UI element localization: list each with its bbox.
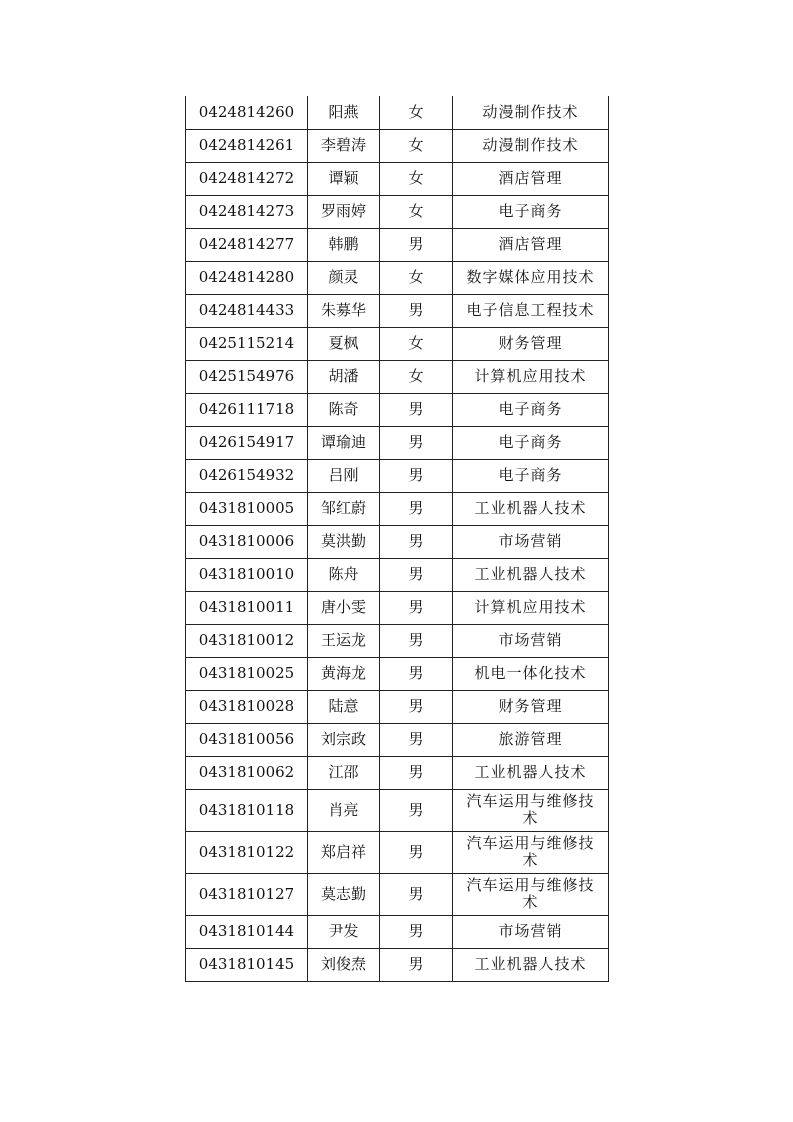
table-row xyxy=(186,162,609,195)
student-major-cell xyxy=(453,492,609,525)
student-major-text: 电子信息工程技术 xyxy=(466,301,595,319)
student-id-cell: 0426154917 xyxy=(186,426,308,459)
student-major-text: 工业机器人技术 xyxy=(474,763,587,781)
student-gender-cell: 女 xyxy=(380,360,453,393)
student-name-cell: 韩鹏 xyxy=(308,228,380,261)
student-major-cell xyxy=(453,294,609,327)
student-major-cell xyxy=(453,525,609,558)
student-id-cell: 0431810144 xyxy=(186,915,308,948)
table-row xyxy=(186,915,609,948)
student-gender-cell: 男 xyxy=(380,558,453,591)
table-row xyxy=(186,558,609,591)
table-row xyxy=(186,591,609,624)
student-major-cell xyxy=(453,657,609,690)
student-major-text: 市场营销 xyxy=(498,922,563,940)
student-name-cell: 谭瑜迪 xyxy=(308,426,380,459)
student-roster-body xyxy=(186,96,609,981)
student-name-cell: 刘宗政 xyxy=(308,723,380,756)
student-major-text: 电子商务 xyxy=(498,400,563,418)
student-name-cell: 陆意 xyxy=(308,690,380,723)
student-major-text: 计算机应用技术 xyxy=(474,367,587,385)
student-id-cell: 0431810028 xyxy=(186,690,308,723)
student-gender-cell: 女 xyxy=(380,162,453,195)
student-major-text: 计算机应用技术 xyxy=(474,598,587,616)
student-gender-cell: 男 xyxy=(380,657,453,690)
student-name-cell: 莫洪勤 xyxy=(308,525,380,558)
student-id-cell: 0424814260 xyxy=(186,96,308,129)
student-id-cell: 0425115214 xyxy=(186,327,308,360)
student-major-cell xyxy=(453,756,609,789)
student-gender-cell: 男 xyxy=(380,492,453,525)
table-row xyxy=(186,723,609,756)
student-major-cell xyxy=(453,789,609,831)
table-row xyxy=(186,261,609,294)
table-row xyxy=(186,525,609,558)
student-name-cell: 郑启祥 xyxy=(308,831,380,873)
student-name-cell: 陈舟 xyxy=(308,558,380,591)
table-row xyxy=(186,789,609,831)
student-major-text: 汽车运用与维修技术 xyxy=(466,876,595,911)
table-row xyxy=(186,129,609,162)
student-gender-cell: 男 xyxy=(380,723,453,756)
student-gender-cell: 男 xyxy=(380,393,453,426)
student-name-cell: 陈奇 xyxy=(308,393,380,426)
student-major-text: 工业机器人技术 xyxy=(474,499,587,517)
student-major-cell xyxy=(453,591,609,624)
student-name-cell: 颜灵 xyxy=(308,261,380,294)
student-gender-cell: 男 xyxy=(380,873,453,915)
student-gender-cell: 男 xyxy=(380,294,453,327)
student-id-cell: 0431810127 xyxy=(186,873,308,915)
student-major-cell xyxy=(453,873,609,915)
table-row xyxy=(186,393,609,426)
student-major-text: 汽车运用与维修技术 xyxy=(466,792,595,827)
student-gender-cell: 男 xyxy=(380,690,453,723)
student-name-cell: 阳燕 xyxy=(308,96,380,129)
student-id-cell: 0431810145 xyxy=(186,948,308,981)
student-major-text: 酒店管理 xyxy=(498,235,563,253)
table-row xyxy=(186,756,609,789)
table-row xyxy=(186,831,609,873)
student-major-text: 市场营销 xyxy=(498,631,563,649)
student-major-text: 动漫制作技术 xyxy=(482,102,579,121)
student-id-cell: 0426111718 xyxy=(186,393,308,426)
student-major-text: 酒店管理 xyxy=(498,169,563,187)
student-gender-cell: 男 xyxy=(380,948,453,981)
student-major-cell xyxy=(453,624,609,657)
student-name-cell: 莫志勤 xyxy=(308,873,380,915)
student-major-cell xyxy=(453,831,609,873)
student-major-text: 财务管理 xyxy=(498,334,563,352)
student-id-cell: 0431810056 xyxy=(186,723,308,756)
student-name-cell: 王运龙 xyxy=(308,624,380,657)
student-name-cell: 朱募华 xyxy=(308,294,380,327)
student-name-cell: 江邵 xyxy=(308,756,380,789)
student-id-cell: 0431810011 xyxy=(186,591,308,624)
student-id-cell: 0431810118 xyxy=(186,789,308,831)
student-id-cell: 0424814273 xyxy=(186,195,308,228)
student-gender-cell: 女 xyxy=(380,261,453,294)
student-major-text: 汽车运用与维修技术 xyxy=(466,834,595,869)
student-gender-cell: 男 xyxy=(380,525,453,558)
student-name-cell: 李碧涛 xyxy=(308,129,380,162)
student-major-text: 工业机器人技术 xyxy=(474,565,587,583)
student-major-cell xyxy=(453,228,609,261)
student-name-cell: 夏枫 xyxy=(308,327,380,360)
student-id-cell: 0431810006 xyxy=(186,525,308,558)
student-major-text: 机电一体化技术 xyxy=(474,664,587,682)
student-name-cell: 胡潘 xyxy=(308,360,380,393)
student-name-cell: 吕刚 xyxy=(308,459,380,492)
student-id-cell: 0424814277 xyxy=(186,228,308,261)
table-row xyxy=(186,624,609,657)
student-gender-cell: 女 xyxy=(380,129,453,162)
student-major-cell xyxy=(453,360,609,393)
student-id-cell: 0426154932 xyxy=(186,459,308,492)
student-major-cell xyxy=(453,162,609,195)
student-name-cell: 唐小雯 xyxy=(308,591,380,624)
table-row xyxy=(186,657,609,690)
student-id-cell: 0425154976 xyxy=(186,360,308,393)
student-gender-cell: 男 xyxy=(380,228,453,261)
student-major-text: 电子商务 xyxy=(498,202,563,220)
student-major-cell xyxy=(453,558,609,591)
student-gender-cell: 男 xyxy=(380,591,453,624)
table-row xyxy=(186,426,609,459)
student-id-cell: 0424814433 xyxy=(186,294,308,327)
student-name-cell: 邹红蔚 xyxy=(308,492,380,525)
student-roster-table xyxy=(185,96,609,982)
student-id-cell: 0431810122 xyxy=(186,831,308,873)
table-row xyxy=(186,195,609,228)
student-gender-cell: 男 xyxy=(380,831,453,873)
student-major-cell xyxy=(453,459,609,492)
student-major-cell xyxy=(453,393,609,426)
student-major-cell xyxy=(453,915,609,948)
student-name-cell: 黄海龙 xyxy=(308,657,380,690)
table-row xyxy=(186,948,609,981)
student-major-text: 市场营销 xyxy=(498,532,563,550)
student-gender-cell: 男 xyxy=(380,789,453,831)
student-id-cell: 0431810012 xyxy=(186,624,308,657)
student-major-text: 动漫制作技术 xyxy=(482,136,579,154)
student-major-cell xyxy=(453,327,609,360)
table-row xyxy=(186,492,609,525)
table-row xyxy=(186,327,609,360)
student-gender-cell: 男 xyxy=(380,459,453,492)
student-gender-cell: 女 xyxy=(380,96,453,129)
student-name-cell: 尹发 xyxy=(308,915,380,948)
student-name-cell: 罗雨婷 xyxy=(308,195,380,228)
student-id-cell: 0431810062 xyxy=(186,756,308,789)
student-gender-cell: 男 xyxy=(380,915,453,948)
student-gender-cell: 女 xyxy=(380,327,453,360)
table-row xyxy=(186,96,609,129)
student-name-cell: 刘俊焘 xyxy=(308,948,380,981)
table-row xyxy=(186,360,609,393)
student-major-text: 电子商务 xyxy=(498,433,563,451)
table-row xyxy=(186,690,609,723)
student-id-cell: 0424814280 xyxy=(186,261,308,294)
student-major-text: 旅游管理 xyxy=(498,730,563,748)
table-row xyxy=(186,873,609,915)
student-id-cell: 0431810010 xyxy=(186,558,308,591)
student-major-text: 工业机器人技术 xyxy=(474,955,587,973)
student-major-cell xyxy=(453,195,609,228)
student-major-cell xyxy=(453,690,609,723)
student-name-cell: 肖亮 xyxy=(308,789,380,831)
student-major-cell xyxy=(453,129,609,162)
student-major-cell xyxy=(453,723,609,756)
student-gender-cell: 男 xyxy=(380,624,453,657)
table-row xyxy=(186,228,609,261)
student-major-cell xyxy=(453,948,609,981)
student-name-cell: 谭颖 xyxy=(308,162,380,195)
table-row xyxy=(186,459,609,492)
student-id-cell: 0431810005 xyxy=(186,492,308,525)
student-major-cell xyxy=(453,426,609,459)
student-gender-cell: 男 xyxy=(380,756,453,789)
student-major-text: 财务管理 xyxy=(498,697,563,715)
student-major-cell xyxy=(453,261,609,294)
student-id-cell: 0431810025 xyxy=(186,657,308,690)
student-gender-cell: 男 xyxy=(380,426,453,459)
student-major-text: 电子商务 xyxy=(498,466,563,484)
table-row xyxy=(186,294,609,327)
student-major-cell xyxy=(453,96,609,129)
student-major-text: 数字媒体应用技术 xyxy=(466,268,595,286)
student-id-cell: 0424814261 xyxy=(186,129,308,162)
student-id-cell: 0424814272 xyxy=(186,162,308,195)
student-gender-cell: 女 xyxy=(380,195,453,228)
